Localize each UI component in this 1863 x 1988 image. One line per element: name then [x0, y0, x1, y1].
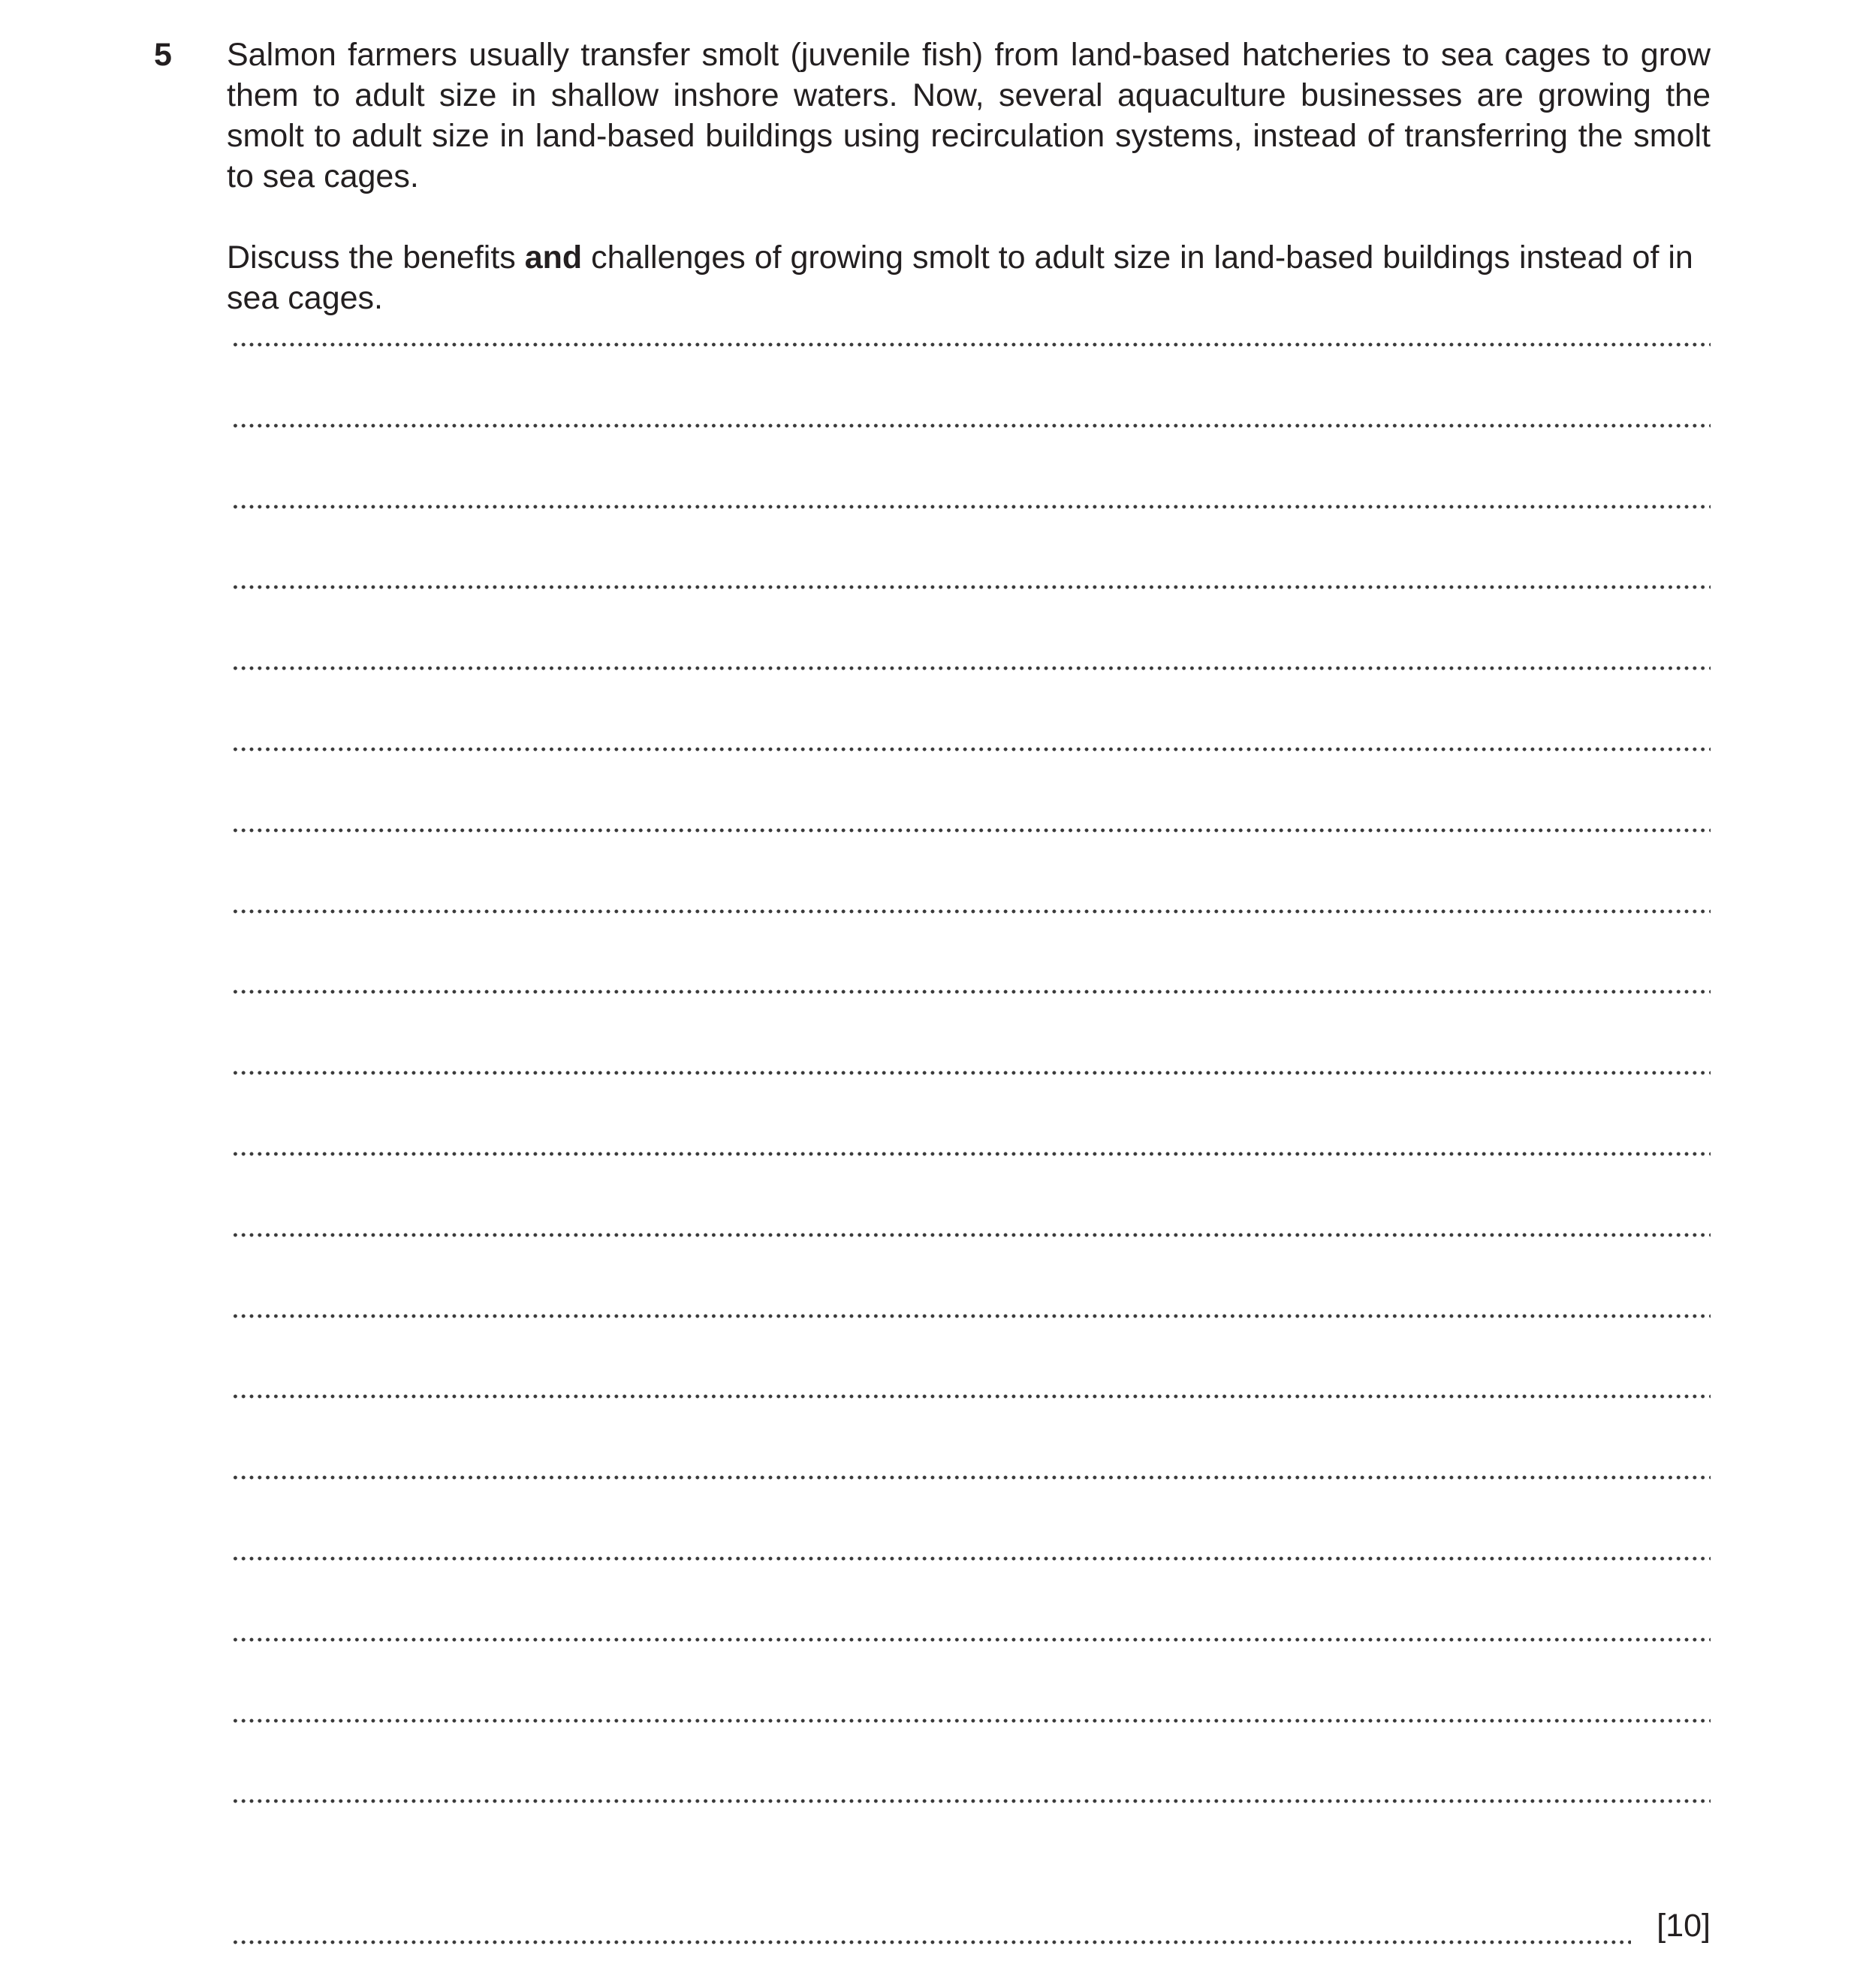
answer-line[interactable] [231, 1637, 1711, 1642]
task-text-end: challenges of growing smolt to adult size in land-based buildings instead of in sea cages. [227, 239, 1693, 316]
answer-line[interactable] [231, 1940, 1631, 1944]
answer-line[interactable] [231, 585, 1711, 589]
task-text-start: Discuss the benefits [227, 239, 525, 276]
answer-line[interactable] [231, 909, 1711, 914]
answer-line[interactable] [231, 1799, 1711, 1803]
answer-line[interactable] [231, 1152, 1711, 1156]
answer-line[interactable] [231, 666, 1711, 670]
answer-line[interactable] [231, 1475, 1711, 1480]
answer-line[interactable] [231, 1314, 1711, 1318]
answer-line[interactable] [231, 1718, 1711, 1723]
answer-line[interactable] [231, 747, 1711, 752]
task-emphasis: and [524, 239, 583, 276]
answer-line[interactable] [231, 505, 1711, 509]
answer-line[interactable] [231, 342, 1711, 347]
marks-allocation: [10] [1657, 1908, 1711, 1944]
question-number: 5 [154, 37, 172, 73]
answer-line[interactable] [231, 989, 1711, 994]
answer-line[interactable] [231, 1556, 1711, 1561]
answer-line[interactable] [231, 828, 1711, 833]
question-task [227, 237, 1711, 318]
question-stem: Salmon farmers usually transfer smolt (juvenile fish) from land-based hatcheries to sea cages to grow them to adult size in shallow inshore waters. Now, several aquaculture businesses are growing the smolt to adult size in land-based buildings using recirculation systems, instead of transferring the smolt to sea cages. [227, 37, 1711, 194]
answer-line[interactable] [231, 1071, 1711, 1075]
answer-line-final[interactable] [231, 1905, 1711, 1950]
answer-line[interactable] [231, 1394, 1711, 1399]
question-body [227, 35, 1711, 318]
answer-line[interactable] [231, 423, 1711, 428]
answer-line[interactable] [231, 1233, 1711, 1237]
